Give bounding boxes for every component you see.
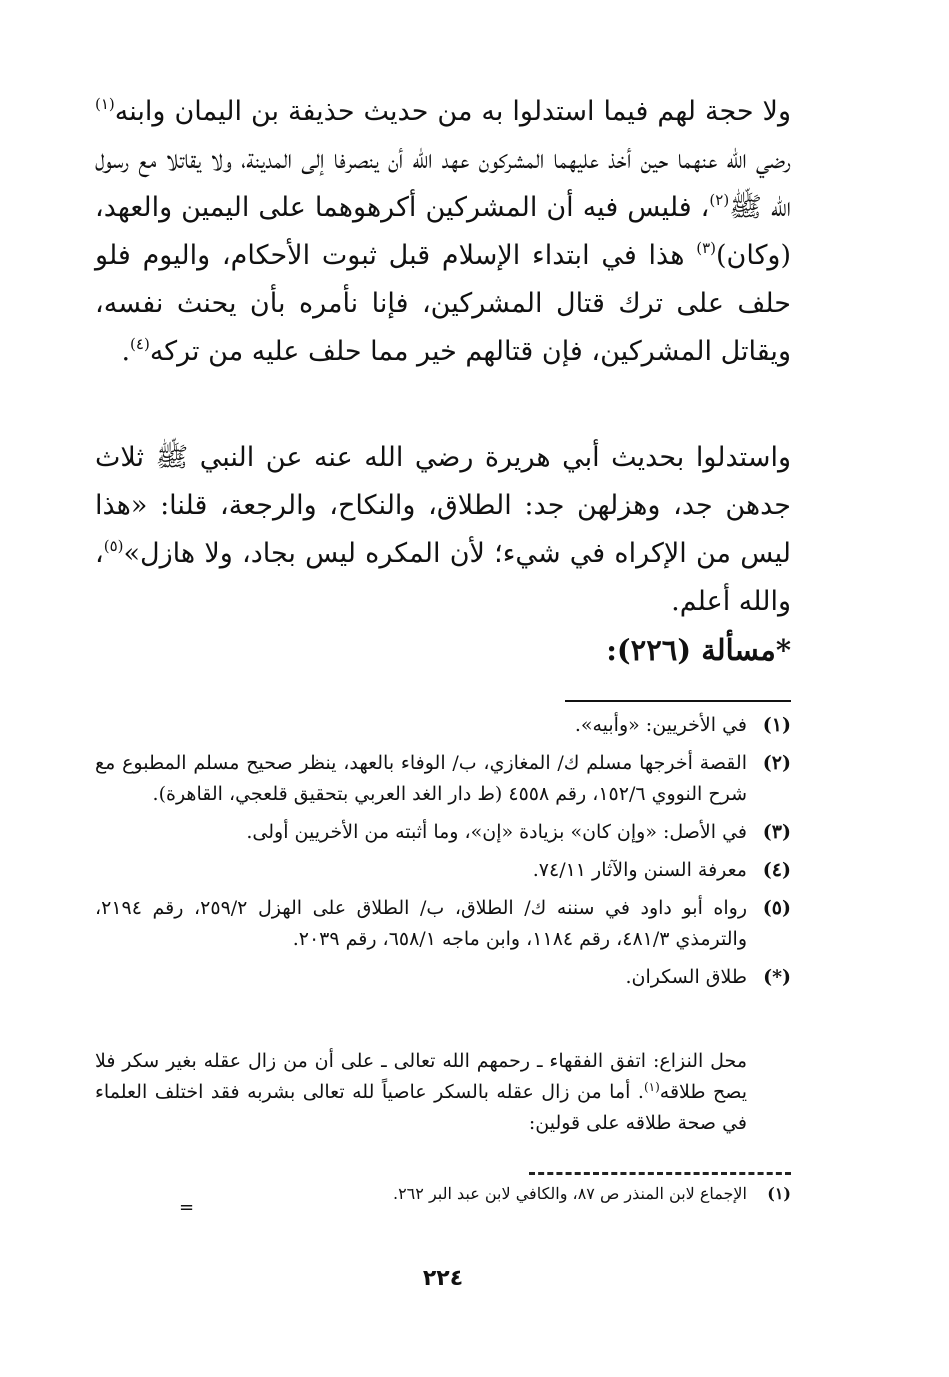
issue-heading: *مسألة (٢٢٦):: [606, 633, 791, 667]
paragraph-text: واستدلوا بحديث أبي هريرة رضي الله عنه عن النبي ﷺ ثلاث جدهن جد، وهزلهن جد: الطلاق، والنكاح، والرجعة، قلنا: «هذا ليس من الإكراه في شيء؛ لأن المكره ليس بجاد، ولا هازل»: [95, 442, 791, 569]
footnote-ref[interactable]: (٢): [709, 191, 730, 209]
footnote-ref[interactable]: (٥): [103, 537, 124, 555]
dashed-separator: [529, 1172, 791, 1175]
paragraph-text: .: [121, 336, 131, 367]
paragraph-text: رضي الله عنهما حين أخذ عليهما المشركون عهد الله أن ينصرفا إلى المدينة، ولا يقاتلا مع رسول الله ﷺ: [95, 144, 791, 223]
footnote-separator: [565, 700, 791, 702]
footnote-item: [95, 962, 791, 993]
footnote-text: الإجماع لابن المنذر ص ٨٧، والكافي لابن عبد البر ٢٦٢.: [392, 1184, 747, 1203]
footnote-number: (٤): [762, 859, 791, 881]
page-number: ٢٢٤: [422, 1266, 464, 1291]
footnote-number: (٢): [762, 752, 791, 774]
footnote-text: معرفة السنن والآثار ٧٤/١١.: [532, 859, 747, 881]
footnote-number: (٣): [762, 821, 791, 843]
paragraph-text: ، والله أعلم.: [95, 538, 791, 617]
body-paragraph: [95, 88, 791, 376]
footnote-number: (٥): [762, 897, 791, 919]
footnote-item: [95, 817, 791, 848]
footnote-ref[interactable]: (٤): [130, 335, 150, 353]
footnote-text: في الأصل: «وإن كان» بزيادة «إن»، وما أثبته من الأخريين أولى.: [246, 821, 747, 843]
footnote-ref[interactable]: (١): [95, 95, 115, 113]
footnote-ref[interactable]: (١): [643, 1080, 660, 1094]
subnote-text: . أما من زال عقله بالسكر عاصياً لله تعالى بشربه فقد اختلف العلماء في صحة طلاقه على قولين:: [95, 1081, 747, 1134]
footnote-item: [95, 855, 791, 886]
footnote-number: (١): [767, 1184, 791, 1203]
footnote-item: [95, 748, 791, 810]
body-paragraph: [95, 434, 791, 626]
footnote-text: القصة أخرجها مسلم ك/ المغازي، ب/ الوفاء بالعهد، ينظر صحيح مسلم المطبوع مع شرح النووي ١٥٢/٦، رقم ٤٥٥٨ (ط دار الغد العربي بتحقيق قلعجي، القاهرة).: [95, 752, 747, 805]
subnote-paragraph: [95, 1046, 747, 1139]
footnote-number: (*): [763, 966, 791, 988]
paragraph-text: هذا في ابتداء الإسلام قبل ثبوت الأحكام، واليوم فلو حلف على ترك قتال المشركين، فإنا نأمره بأن يحنث نفسه، ويقاتل المشركين، فإن قتالهم خير مما حلف عليه من تركه: [95, 240, 791, 367]
subnote-footnote: [95, 1180, 791, 1208]
paragraph-text: ، فليس فيه أن المشركين أكرهوهما على اليمين والعهد، (وكان): [95, 192, 791, 271]
continuation-mark: =: [179, 1197, 195, 1218]
subnote-text: محل النزاع: اتفق الفقهاء ـ رحمهم الله تعالى ـ على أن من زال عقله بغير سكر فلا يصح طلاقه: [95, 1050, 748, 1103]
footnote-ref[interactable]: (٣): [696, 239, 716, 257]
footnote-item: [95, 710, 791, 741]
footnote-item: [95, 893, 791, 955]
footnote-text: في الأخريين: «وأبيه».: [574, 714, 747, 736]
footnote-text: رواه أبو داود في سننه ك/ الطلاق، ب/ الطلاق على الهزل ٢٥٩/٢، رقم ٢١٩٤، والترمذي ٤٨١/٣، رقم ١١٨٤، وابن ماجه ٦٥٨/١، رقم ٢٠٣٩.: [95, 897, 748, 950]
paragraph-text: ولا حجة لهم فيما استدلوا به من حديث حذيفة بن اليمان وابنه: [114, 96, 791, 127]
footnote-number: (١): [762, 714, 791, 736]
footnote-list: [95, 710, 791, 1000]
footnote-text: طلاق السكران.: [625, 966, 747, 988]
